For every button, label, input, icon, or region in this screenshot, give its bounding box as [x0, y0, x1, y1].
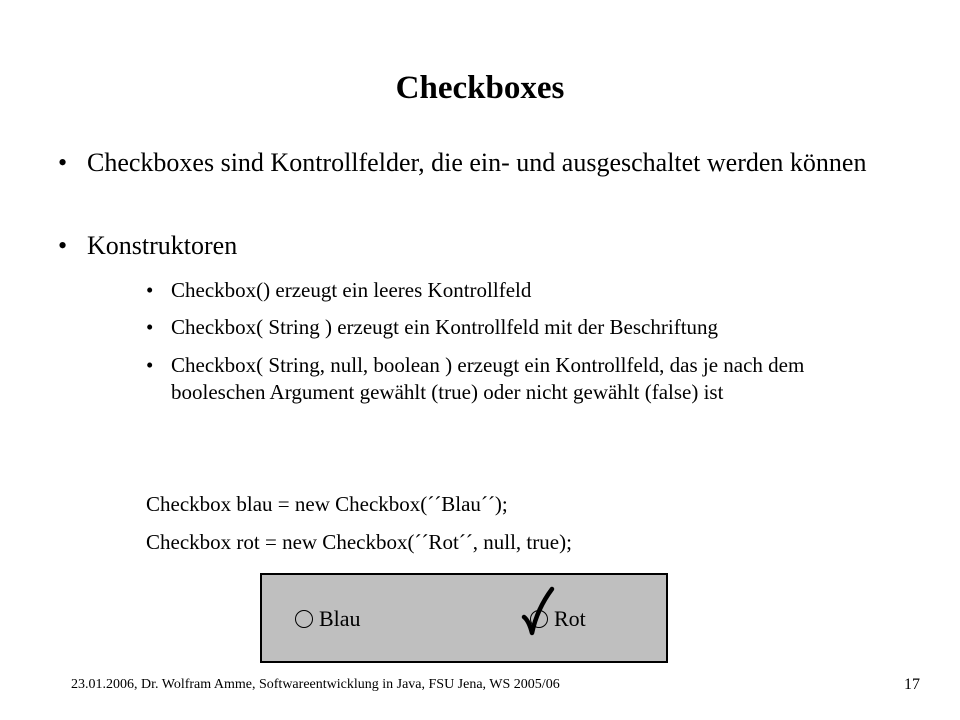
bullet-dot: • — [58, 231, 68, 260]
sub-bullet-text: Checkbox( String ) erzeugt ein Kontrollfeld mit der Beschriftung — [171, 315, 719, 339]
checkbox-blau[interactable] — [295, 605, 361, 633]
bullet-text: Konstruktoren — [87, 231, 238, 260]
bullet-dot: • — [58, 148, 68, 177]
page-number: 17 — [904, 676, 920, 693]
bullet-text: Checkboxes sind Kontrollfelder, die ein- und ausgeschaltet werden können — [87, 148, 867, 177]
checkbox-checked-icon[interactable] — [530, 610, 548, 628]
bullet-dot: • — [146, 278, 154, 302]
checkbox-demo-panel — [260, 573, 668, 663]
checkbox-rot[interactable] — [530, 605, 586, 633]
checkbox-label: Rot — [554, 606, 586, 631]
sub-bullet-text: Checkbox() erzeugt ein leeres Kontrollfeld — [171, 278, 532, 302]
checkmark-icon — [521, 587, 555, 635]
checkbox-label: Blau — [319, 606, 361, 631]
code-line-rot: Checkbox rot = new Checkbox(´´Rot´´, null, true); — [146, 530, 572, 554]
footer-text: 23.01.2006, Dr. Wolfram Amme, Softwareentwicklung in Java, FSU Jena, WS 2005/06 — [71, 677, 560, 692]
bullet-dot: • — [146, 315, 154, 339]
slide-title: Checkboxes — [395, 70, 565, 106]
code-line-blau: Checkbox blau = new Checkbox(´´Blau´´); — [146, 492, 508, 516]
checkbox-unchecked-icon[interactable] — [295, 610, 313, 628]
sub-bullet-text: Checkbox( String, null, boolean ) erzeugt ein Kontrollfeld, das je nach dem booleschen Argument gewählt (true) oder nicht gewählt (false) ist — [171, 353, 805, 404]
bullet-dot: • — [146, 353, 154, 377]
